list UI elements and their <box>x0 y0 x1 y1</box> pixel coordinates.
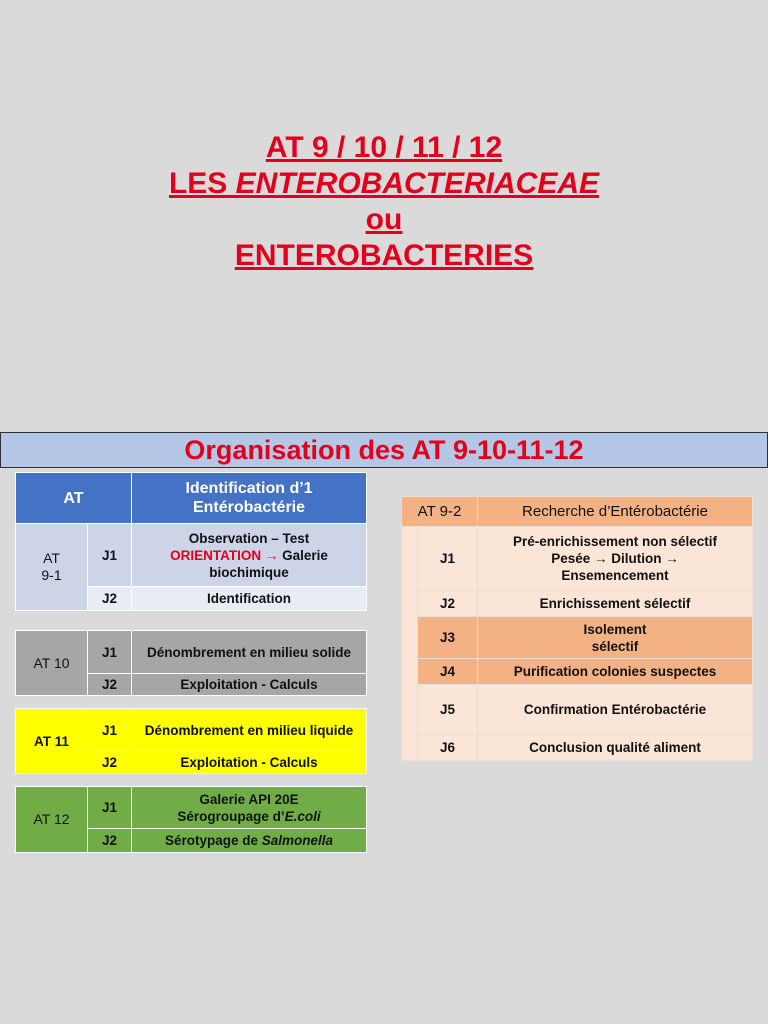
day-desc: Conclusion qualité aliment <box>478 735 753 761</box>
header-at: AT <box>16 473 132 524</box>
arrow-right-icon: → <box>665 551 679 566</box>
desc-part: Observation – Test <box>188 530 310 546</box>
day-cell: J1 <box>88 787 132 829</box>
day-cell: J1 <box>88 709 132 752</box>
title-line-2-italic: ENTEROBACTERIACEAE <box>235 167 600 200</box>
desc-italic: E.coli <box>284 808 321 824</box>
desc-part: Galerie API 20E <box>199 791 299 807</box>
day-cell: J2 <box>88 587 132 611</box>
day-cell: J4 <box>418 659 478 685</box>
arrow-right-icon: → <box>594 551 608 566</box>
day-desc <box>132 524 367 587</box>
day-desc <box>132 829 367 853</box>
title-line-2 <box>0 166 768 202</box>
day-desc: Dénombrement en milieu liquide <box>132 709 367 752</box>
row-label: AT 10 <box>16 631 88 696</box>
title-line-1: AT 9 / 10 / 11 / 12 <box>265 131 503 164</box>
day-cell: J1 <box>88 524 132 587</box>
desc-part: Isolement <box>583 621 647 637</box>
day-desc: Dénombrement en milieu solide <box>132 631 367 674</box>
day-cell: J1 <box>418 527 478 591</box>
row-label-spacer <box>402 527 418 761</box>
title-line-2-prefix: LES <box>168 167 236 200</box>
arrow-right-icon: → <box>264 547 279 563</box>
desc-part: Pré-enrichissement non sélectif <box>512 534 718 549</box>
day-desc: Purification colonies suspectes <box>478 659 753 685</box>
desc-part: Sérogroupage d’ <box>177 808 285 824</box>
day-desc: Exploitation - Calculs <box>132 674 367 696</box>
day-desc: Enrichissement sélectif <box>478 591 753 617</box>
desc-part: Pesée <box>551 551 591 566</box>
desc-part: Ensemencement <box>561 568 669 583</box>
table-at9-1 <box>15 472 367 611</box>
desc-part: sélectif <box>591 638 639 654</box>
title-line-4: ENTEROBACTERIES <box>234 239 534 272</box>
header-desc: Identification d’1 Entérobactérie <box>132 473 367 524</box>
document-title <box>0 130 768 274</box>
row-label: AT 9-1 <box>16 524 88 611</box>
title-line-3: ou <box>365 203 403 236</box>
row-label: AT 12 <box>16 787 88 853</box>
header-desc: Recherche d’Entérobactérie <box>478 497 753 527</box>
day-cell: J1 <box>88 631 132 674</box>
header-at: AT 9-2 <box>402 497 478 527</box>
day-cell: J2 <box>88 674 132 696</box>
table-at11 <box>15 708 367 774</box>
row-label: AT 11 <box>16 709 88 774</box>
day-desc: Confirmation Entérobactérie <box>478 685 753 735</box>
table-at12 <box>15 786 367 853</box>
day-cell: J6 <box>418 735 478 761</box>
day-desc: Identification <box>132 587 367 611</box>
table-at10 <box>15 630 367 696</box>
desc-part: Sérotypage de <box>164 833 262 848</box>
desc-part: Galerie biochimique <box>209 547 328 580</box>
day-cell: J5 <box>418 685 478 735</box>
table-at9-2 <box>401 496 753 761</box>
day-desc <box>132 787 367 829</box>
desc-part: Dilution <box>611 551 662 566</box>
day-cell: J2 <box>88 829 132 853</box>
orientation-text: ORIENTATION <box>170 547 262 563</box>
day-cell: J2 <box>88 752 132 774</box>
day-desc: Exploitation - Calculs <box>132 752 367 774</box>
day-cell: J3 <box>418 617 478 659</box>
desc-italic: Salmonella <box>261 833 334 848</box>
day-cell: J2 <box>418 591 478 617</box>
section-banner: Organisation des AT 9-10-11-12 <box>0 432 768 468</box>
day-desc <box>478 617 753 659</box>
day-desc <box>478 527 753 591</box>
